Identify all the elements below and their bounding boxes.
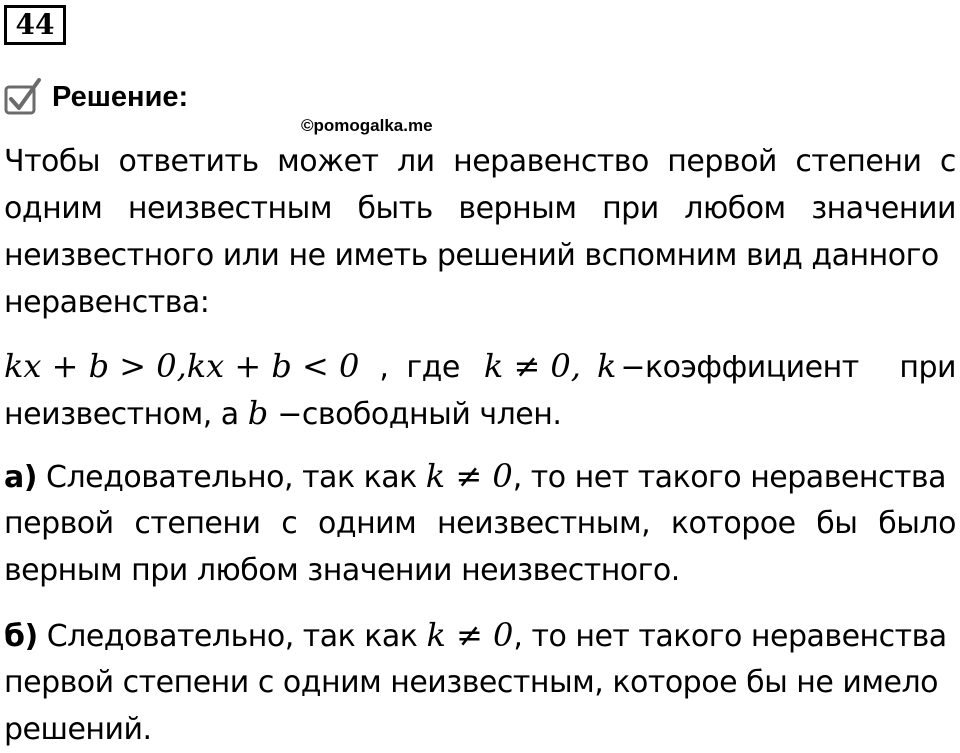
part-b-line-1	[4, 612, 956, 659]
word: значении	[811, 191, 956, 226]
task-number: 44	[15, 8, 55, 41]
inequality-greater: kx + b > 0,	[4, 347, 187, 385]
part-a-paragraph	[4, 453, 956, 594]
formula-line2-start: неизвестном, а	[4, 397, 239, 432]
part-b-label: б)	[4, 619, 38, 654]
inequality-less: kx + b < 0	[186, 347, 360, 385]
word: быть	[357, 191, 433, 226]
word: степени	[134, 506, 261, 541]
intro-line-1	[4, 138, 956, 185]
watermark: ©pomogalka.me	[301, 116, 433, 135]
k-description: −коэффициент	[620, 350, 859, 385]
word: с	[281, 506, 298, 541]
word: с	[939, 144, 956, 179]
k-variable: k	[596, 347, 617, 385]
solution-heading: Решение:	[52, 80, 189, 113]
k-tail: при	[899, 350, 956, 385]
word: ответить	[118, 144, 259, 179]
intro-line-2	[4, 185, 956, 232]
word: было	[878, 506, 956, 541]
word: неизвестным,	[437, 506, 651, 541]
word: одним	[4, 191, 103, 226]
intro-line-3: неизвестного или не иметь решений вспомним вид данного	[4, 238, 939, 273]
intro-line-4: неравенства:	[4, 285, 210, 320]
part-a-line-1	[4, 453, 956, 500]
part-b-text-1: Следовательно, так как	[46, 619, 418, 654]
part-b-paragraph	[4, 612, 956, 753]
word: любом	[684, 191, 786, 226]
word: Чтобы	[4, 144, 101, 179]
part-a-label: а)	[4, 460, 37, 495]
k-condition: k ≠ 0,	[483, 347, 581, 385]
heading-row	[4, 72, 188, 122]
b-description: −свободный член.	[277, 397, 562, 432]
formula-line-1	[4, 343, 956, 390]
word: первой	[4, 506, 114, 541]
intro-paragraph	[4, 138, 956, 326]
word: степени	[795, 144, 922, 179]
b-variable: b	[247, 394, 269, 432]
word: первой	[667, 144, 777, 179]
word: неравенство	[453, 144, 649, 179]
word: неизвестным	[127, 191, 332, 226]
part-b-math: k ≠ 0	[426, 616, 514, 654]
word: бы	[816, 506, 858, 541]
formula-line-2	[4, 390, 956, 437]
word: которое	[670, 506, 796, 541]
part-a-line-3: верным при любом значении неизвестного.	[4, 553, 680, 588]
word: может	[277, 144, 379, 179]
part-a-text-1: Следовательно, так как	[46, 460, 417, 495]
checkbox-check-icon	[4, 77, 42, 117]
word: одним	[317, 506, 417, 541]
part-b-line-3: решений.	[4, 712, 152, 747]
where-word: где	[406, 350, 460, 385]
part-a-math: k ≠ 0	[425, 457, 513, 495]
part-a-text-2: , то нет такого неравенства	[512, 460, 946, 495]
task-number-box	[4, 5, 66, 45]
formula-paragraph	[4, 343, 956, 437]
word: при	[602, 191, 659, 226]
part-a-line-2	[4, 500, 956, 547]
part-b-text-2: , то нет такого неравенства	[513, 619, 947, 654]
separator-comma: ,	[379, 350, 389, 385]
part-b-line-2: первой степени с одним неизвестным, которое бы не имело	[4, 665, 939, 700]
word: ли	[396, 144, 435, 179]
word: верным	[458, 191, 577, 226]
